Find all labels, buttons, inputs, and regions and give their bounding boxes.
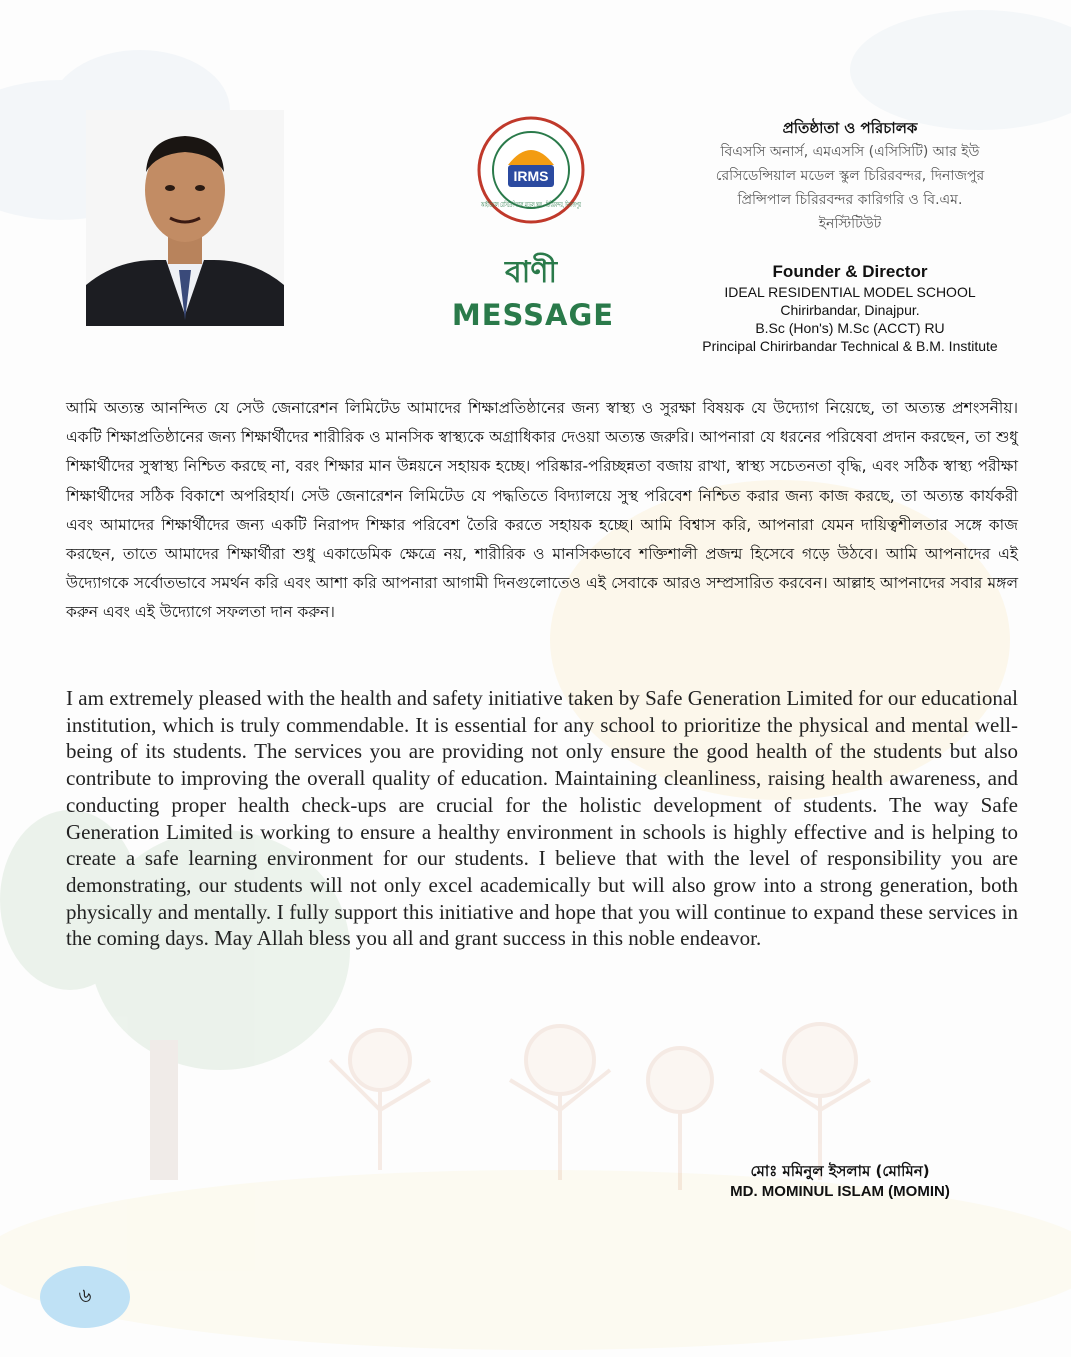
school-logo: [470, 115, 592, 225]
signature-block: [700, 1160, 980, 1202]
credentials-bangla: [680, 116, 1020, 236]
signatory-name-english: MD. MOMINUL ISLAM (MOMIN): [730, 1183, 950, 1200]
page-number: ৬: [78, 1282, 92, 1307]
message-english: I am extremely pleased with the health and safety initiative taken by Safe Generation Limited for our educational institution, which is truly commendable. It is essential for any school to prioritize the physical and mental well-being of its students. The services you are providing not only ensure the good health of the students but also contribute to improving the overall quality of education. Maintaining cleanliness, raising health awareness, and conducting proper health check-ups are crucial for the holistic development of students. The way Safe Generation Limited is working to ensure a healthy environment in schools is highly effective and is helping to create a safe learning environment for our students. I believe that with the level of responsibility you are demonstrating, our students will not only excel academically but will also grow into a strong generation, both physically and mentally. I fully support this initiative and hope that you will continue to expand these services in the coming days. May Allah bless you all and grant success in this noble endeavor.: [66, 686, 1018, 951]
credential-line: রেসিডেন্সিয়াল মডেল স্কুল চিরিরবন্দর, দিনাজপুর: [715, 168, 985, 184]
credentials-english: [680, 261, 1020, 355]
message-bangla: আমি অত্যন্ত আনন্দিত যে সেউ জেনারেশন লিমিটেড আমাদের শিক্ষাপ্রতিষ্ঠানের জন্য স্বাস্থ্য ও সুরক্ষা বিষয়ক যে উদ্যোগ নিয়েছে, তা অত্যন্ত প্রশংসনীয়। একটি শিক্ষাপ্রতিষ্ঠানের জন্য শিক্ষার্থীদের শারীরিক ও মানসিক স্বাস্থ্যকে অগ্রাধিকার দেওয়া অত্যন্ত জরুরি। আপনারা যে ধরনের পরিষেবা প্রদান করছেন, তা শুধু শিক্ষার্থীদের সুস্বাস্থ্য নিশ্চিত করছে না, বরং শিক্ষার মান উন্নয়নে সহায়ক হচ্ছে। পরিষ্কার-পরিচ্ছন্নতা বজায় রাখা, স্বাস্থ্য সচেতনতা বৃদ্ধি, এবং সঠিক স্বাস্থ্য পরীক্ষা শিক্ষার্থীদের সঠিক বিকাশে অপরিহার্য। সেউ জেনারেশন লিমিটেড যে পদ্ধতিতে বিদ্যালয়ে সুস্থ পরিবেশ নিশ্চিত করার জন্য কাজ করছে, তা অত্যন্ত কার্যকরী এবং আমাদের শিক্ষার্থীদের জন্য একটি নিরাপদ শিক্ষার পরিবেশ তৈরি করতে সহায়ক হচ্ছে। আমি বিশ্বাস করি, আপনারা যেমন দায়িত্বশীলতার সঙ্গে কাজ করছেন, তাতে আমাদের শিক্ষার্থীরা শুধু একাডেমিক ক্ষেত্রে নয়, শারীরিক ও মানসিকভাবে শক্তিশালী প্রজন্ম হিসেবে গড়ে উঠবে। আমি আপনাদের এই উদ্যোগকে সর্বোতভাবে সমর্থন করি এবং আশা করি আপনারা আগামী দিনগুলোতেও এই সেবাকে আরও সম্প্রসারিত করবেন। আল্লাহ আপনাদের সবার মঙ্গল করুন এবং এই উদ্যোগে সফলতা দান করুন।: [66, 399, 1018, 622]
title-english: MESSAGE: [451, 298, 615, 332]
logo-ring-text: আইডিয়াল রেসিডেন্সিয়াল মডেল স্কুল · চিরিরবন্দর, দিনাজপুর: [480, 201, 582, 209]
portrait-photo: [86, 110, 284, 326]
credential-line: Principal Chirirbandar Technical & B.M. Institute: [702, 338, 998, 354]
credential-line: Chirirbandar, Dinajpur.: [780, 302, 920, 318]
role-english: Founder & Director: [772, 262, 928, 281]
logo-abbr: IRMS: [513, 168, 549, 184]
title-bangla: বাণী: [504, 255, 558, 290]
credential-line: প্রিন্সিপাল চিরিরবন্দর কারিগরি ও বি.এম.: [737, 192, 963, 208]
credential-line: ইনস্টিটিউট: [818, 216, 882, 232]
credential-line: B.Sc (Hon's) M.Sc (ACCT) RU: [755, 320, 945, 336]
signatory-name-bangla: মোঃ মমিনুল ইসলাম (মোমিন): [750, 1162, 930, 1180]
page-number-badge: [40, 1266, 130, 1328]
credential-line: IDEAL RESIDENTIAL MODEL SCHOOL: [724, 284, 976, 300]
credential-line: বিএসসি অনার্স, এমএসসি (এসিসিটি) আর ইউ: [720, 144, 980, 160]
role-bangla: প্রতিষ্ঠাতা ও পরিচালক: [782, 119, 918, 137]
